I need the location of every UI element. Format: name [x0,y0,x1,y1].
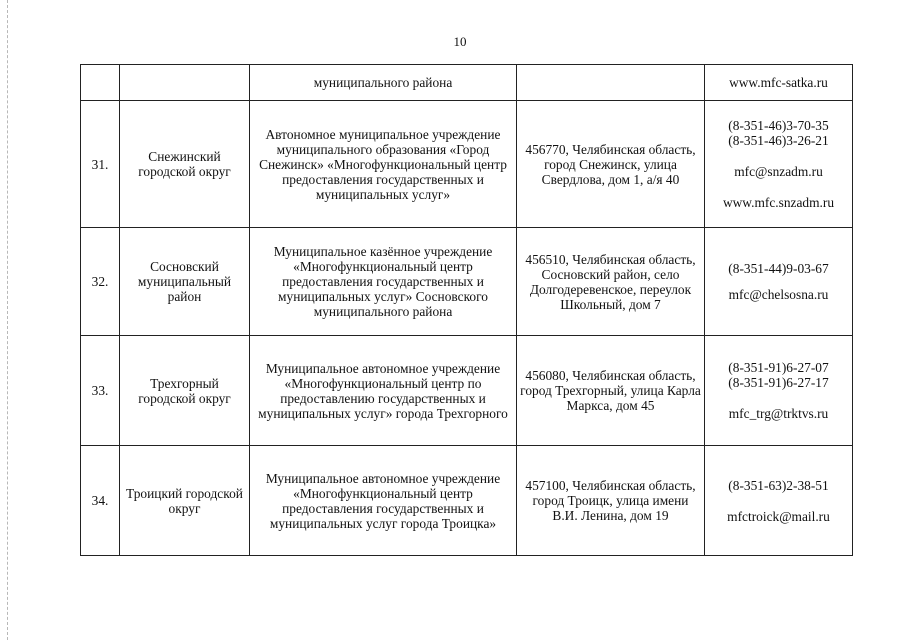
table-row-31 [81,101,853,228]
contacts-cell [705,446,853,556]
address-cell [517,65,705,101]
table-row-32 [81,228,853,336]
phone-text: (8-351-63)2-38-51 [728,477,829,493]
table-row-33 [81,336,853,446]
address-cell: 456080, Челябинская область, город Трехгорный, улица Карла Маркса, дом 45 [517,336,705,446]
contacts-cell [705,228,853,336]
contacts-cell [705,65,853,101]
phone-text: (8-351-91)6-27-17 [728,375,829,390]
spacer [708,148,849,164]
address-cell: 457100, Челябинская область, город Троицк, улица имени В.И. Ленина, дом 19 [517,446,705,556]
row-number-cell: 33. [81,336,120,446]
scan-edge-line [7,0,8,640]
address-cell: 456510, Челябинская область, Сосновский район, село Долгодеревенское, переулок Школьный, дом 7 [517,228,705,336]
email-link[interactable]: mfctroick@mail.ru [727,508,830,524]
table-row-continuation [81,65,853,101]
website-link[interactable]: www.mfc.snzadm.ru [722,195,835,210]
phone-text: (8-351-44)9-03-67 [728,261,829,276]
municipality-cell: Сосновский муниципальный район [120,228,250,336]
municipality-cell [120,65,250,101]
mfc-registry-table [80,64,853,556]
phone-text: (8-351-46)3-26-21 [728,133,829,148]
spacer [708,493,849,509]
email-link[interactable]: mfc_trg@trktvs.ru [728,406,829,421]
row-number-cell: 31. [81,101,120,228]
municipality-cell: Трехгорный городской округ [120,336,250,446]
organization-cell: муниципального района [250,65,517,101]
spacer [708,179,849,195]
contacts-cell [705,101,853,228]
row-number-cell: 34. [81,446,120,556]
spacer [708,276,849,287]
email-link[interactable]: mfc@chelsosna.ru [728,287,829,302]
address-cell: 456770, Челябинская область, город Снежинск, улица Свердлова, дом 1, а/я 40 [517,101,705,228]
organization-cell: Муниципальное автономное учреждение «Многофункциональный центр по предоставлению государственных и муниципальных услуг» города Трехгорного [250,336,517,446]
organization-cell: Автономное муниципальное учреждение муниципального образования «Город Снежинск» «Многофункциональный центр предоставления государственных и муниципальных услуг» [250,101,517,228]
row-number-cell: 32. [81,228,120,336]
municipality-cell: Снежинский городской округ [120,101,250,228]
website-link[interactable]: www.mfc-satka.ru [729,75,828,90]
row-number-cell [81,65,120,101]
table-row-34 [81,446,853,556]
organization-cell: Муниципальное автономное учреждение «Многофункциональный центр предоставления государственных и муниципальных услуг города Троицка» [250,446,517,556]
email-link[interactable]: mfc@snzadm.ru [734,164,823,179]
contacts-cell [705,336,853,446]
municipality-cell: Троицкий городской округ [120,446,250,556]
page-number: 10 [453,34,467,49]
spacer [708,390,849,406]
organization-cell: Муниципальное казённое учреждение «Многофункциональный центр предоставления государственных и муниципальных услуг» Сосновского муниципального района [250,228,517,336]
phone-text: (8-351-46)3-70-35 [728,118,829,133]
phone-text: (8-351-91)6-27-07 [728,360,829,375]
